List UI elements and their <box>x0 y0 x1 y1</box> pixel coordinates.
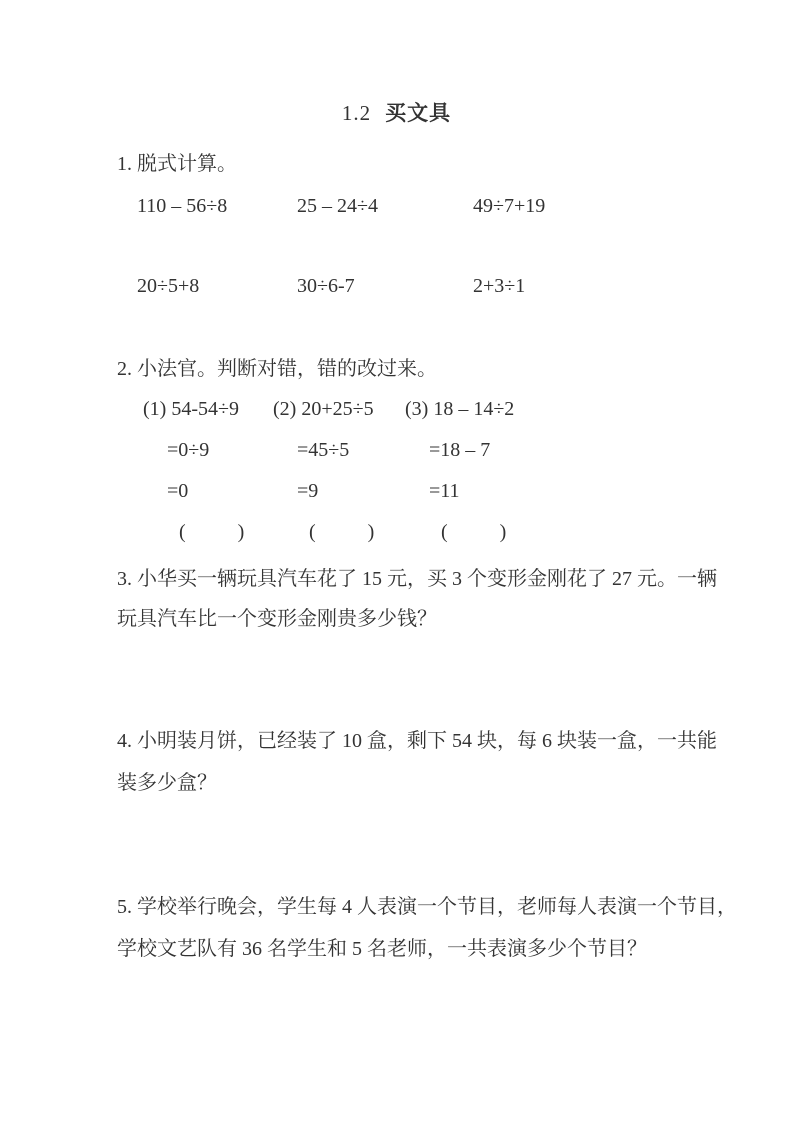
q5-text-line-1: 5. 学校举行晚会，学生每 4 人表演一个节目，老师每人表演一个节目， <box>117 896 737 918</box>
title-section-number: 1.2 <box>341 101 372 125</box>
q1-expression-6: 2+3÷1 <box>473 275 526 297</box>
q2-problem-2-step-1: =45÷5 <box>297 439 350 461</box>
q2-problem-1-expression: (1) 54-54÷9 <box>143 398 239 420</box>
q2-problem-2-step-2: =9 <box>297 480 319 502</box>
q1-expression-4: 20÷5+8 <box>137 275 200 297</box>
q2-problem-2-judge-blank: ( ) <box>309 521 379 543</box>
worksheet-content <box>117 100 737 962</box>
q1-expression-2: 25 – 24÷4 <box>297 195 378 217</box>
q2-problem-1-judge-blank: ( ) <box>179 521 249 543</box>
q1-expression-1: 110 – 56÷8 <box>137 195 228 217</box>
q2-problem-2 <box>273 396 405 545</box>
page-title <box>117 100 676 127</box>
q1-expression-row-2 <box>117 273 676 299</box>
title-lesson-name: 买文具 <box>385 102 452 125</box>
q1-expression-row-1 <box>117 193 676 219</box>
q2-problems <box>117 396 676 545</box>
q1-expression-5: 30÷6-7 <box>297 275 355 297</box>
q2-problem-1-step-1: =0÷9 <box>167 439 210 461</box>
q4-text-line-1: 4. 小明装月饼，已经装了 10 盒，剩下 54 块，每 6 块装一盒，一共能 <box>117 730 717 752</box>
q1-expression-3: 49÷7+19 <box>473 195 546 217</box>
q2-problem-2-expression: (2) 20+25÷5 <box>273 398 374 420</box>
q5-text-line-2: 学校文艺队有 36 名学生和 5 名老师，一共表演多少个节目？ <box>117 938 647 960</box>
q4-text-line-2: 装多少盒？ <box>117 772 217 794</box>
q2-problem-3 <box>405 396 676 545</box>
q2-problem-1-step-2: =0 <box>167 480 189 502</box>
q1-label: 1. 脱式计算。 <box>117 153 237 175</box>
q2-problem-3-step-1: =18 – 7 <box>429 439 491 461</box>
q2-problem-1 <box>143 396 273 545</box>
q2-label: 2. 小法官。判断对错，错的改过来。 <box>117 358 437 380</box>
q3-text-line-1: 3. 小华买一辆玩具汽车花了 15 元，买 3 个变形金刚花了 27 元。一辆 <box>117 568 717 590</box>
q2-problem-3-judge-blank: ( ) <box>441 521 511 543</box>
q2-problem-3-expression: (3) 18 – 14÷2 <box>405 398 515 420</box>
q2-problem-3-step-2: =11 <box>429 480 460 502</box>
q3-text-line-2: 玩具汽车比一个变形金刚贵多少钱？ <box>117 608 437 630</box>
